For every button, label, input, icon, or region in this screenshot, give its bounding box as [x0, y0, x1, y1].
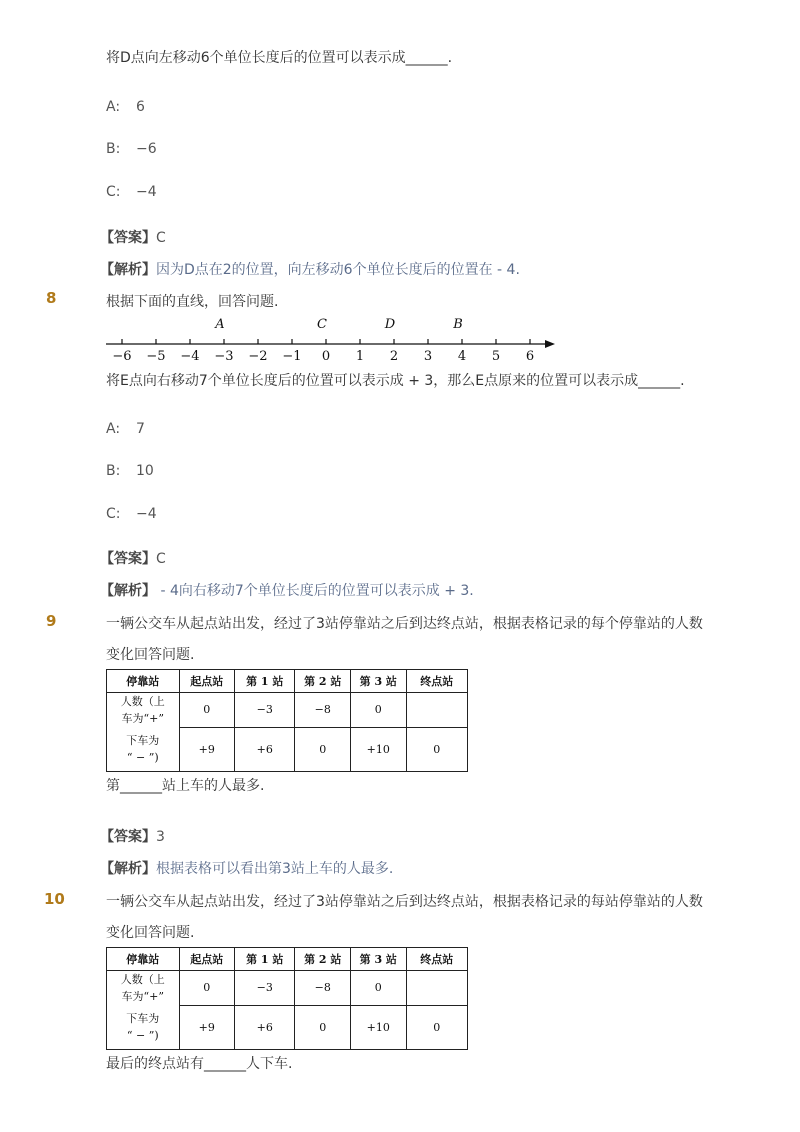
table-cell: +10: [350, 727, 406, 771]
analysis-tag: 【解析】: [100, 262, 156, 278]
tick-label: −6: [112, 349, 132, 364]
answer-tag: 【答案】: [100, 230, 156, 246]
q9-line2: 变化回答问题.: [106, 647, 195, 663]
tick-label: −5: [146, 349, 166, 364]
table-header: 第 2 站: [295, 670, 351, 693]
table-header: 起点站: [179, 670, 235, 693]
table-cell: 0: [406, 1005, 467, 1049]
tick-label: 2: [389, 349, 399, 364]
q9-analysis: [100, 858, 393, 878]
q10-line1: 一辆公交车从起点站出发，经过了3站停靠站之后到达终点站，根据表格记录的每站停靠站的人数: [106, 894, 703, 910]
table-cell: +10: [350, 1005, 406, 1049]
arrow-head-icon: [545, 340, 555, 348]
q9-stop-table: [106, 669, 468, 772]
option-value: 10: [136, 463, 154, 479]
q8-option-c[interactable]: [106, 506, 157, 522]
table-cell: 0: [350, 693, 406, 728]
q8-number: 8: [46, 289, 57, 307]
point-label: A: [215, 317, 225, 332]
row-label-line: 人数（上: [120, 973, 165, 986]
row-label-line: “ − ”): [126, 750, 159, 764]
tick-label: 5: [491, 349, 501, 364]
row-label-line: 车为“+”: [121, 990, 164, 1003]
table-cell: 0: [406, 727, 467, 771]
q8-intro: 根据下面的直线，回答问题.: [106, 294, 279, 310]
q7-question: 将D点向左移动6个单位长度后的位置可以表示成______.: [106, 50, 453, 66]
q8-option-b[interactable]: [106, 463, 154, 479]
option-letter: B:: [106, 463, 121, 479]
table-cell: [406, 971, 467, 1006]
analysis-tag: 【解析】: [100, 583, 156, 599]
q9-line1: 一辆公交车从起点站出发，经过了3站停靠站之后到达终点站，根据表格记录的每个停靠站的人数: [106, 616, 703, 632]
answer-tag: 【答案】: [100, 551, 156, 567]
table-header: 停靠站: [107, 948, 180, 971]
row-label: [107, 693, 180, 728]
q10-number: 10: [44, 890, 65, 908]
option-value: 7: [136, 421, 145, 437]
tick-label: −3: [214, 349, 234, 364]
row-label: [107, 727, 180, 771]
analysis-tag: 【解析】: [100, 861, 156, 877]
row-label-line: 车为“+”: [121, 712, 164, 725]
table-cell: [406, 693, 467, 728]
table-row: [107, 1005, 468, 1049]
table-header: 第 3 站: [350, 948, 406, 971]
row-label-line: “ − ”): [126, 1028, 159, 1042]
tick-label: 6: [525, 349, 535, 364]
table-header: 终点站: [406, 948, 467, 971]
q8-option-a[interactable]: [106, 421, 145, 437]
point-label: D: [384, 317, 396, 332]
tick-label: −1: [282, 349, 302, 364]
q7-answer: [100, 227, 166, 247]
table-row: [107, 727, 468, 771]
table-row: [107, 693, 468, 728]
table-cell: 0: [179, 693, 235, 728]
table-cell: −8: [295, 971, 351, 1006]
table-cell: −8: [295, 693, 351, 728]
analysis-text: 因为D点在2的位置，向左移动6个单位长度后的位置在 - 4.: [156, 262, 520, 278]
answer-value: C: [156, 230, 166, 246]
q7-analysis: [100, 259, 520, 279]
q10-question: 最后的终点站有______人下车.: [106, 1056, 293, 1072]
q8-question: 将E点向右移动7个单位长度后的位置可以表示成 + 3，那么E点原来的位置可以表示成______.: [106, 373, 685, 389]
table-header-row: [107, 948, 468, 971]
tick-label: −2: [248, 349, 268, 364]
option-value: −4: [136, 184, 157, 200]
table-header: 第 1 站: [235, 670, 295, 693]
option-letter: C:: [106, 184, 121, 200]
option-value: −4: [136, 506, 157, 522]
table-cell: 0: [350, 971, 406, 1006]
q8-analysis: [100, 580, 474, 600]
tick-label: 0: [321, 349, 331, 364]
row-label: [107, 971, 180, 1006]
table-cell: +9: [179, 727, 235, 771]
tick-label: −4: [180, 349, 200, 364]
option-value: 6: [136, 99, 145, 115]
tick-label: 4: [457, 349, 467, 364]
q9-number: 9: [46, 612, 57, 630]
option-letter: C:: [106, 506, 121, 522]
row-label-line: 下车为: [126, 1011, 160, 1025]
tick-label: 3: [423, 349, 433, 364]
option-value: −6: [136, 141, 157, 157]
option-letter: B:: [106, 141, 121, 157]
table-cell: 0: [295, 727, 351, 771]
table-cell: 0: [295, 1005, 351, 1049]
answer-tag: 【答案】: [100, 829, 156, 845]
table-cell: −3: [235, 693, 295, 728]
table-header: 起点站: [179, 948, 235, 971]
table-header: 第 1 站: [235, 948, 295, 971]
table-cell: +9: [179, 1005, 235, 1049]
answer-value: 3: [156, 829, 165, 845]
row-label: [107, 1005, 180, 1049]
number-line: [100, 310, 560, 366]
row-label-line: 人数（上: [120, 695, 165, 708]
tick-label: 1: [355, 349, 365, 364]
table-cell: 0: [179, 971, 235, 1006]
table-cell: −3: [235, 971, 295, 1006]
table-header: 停靠站: [107, 670, 180, 693]
answer-value: C: [156, 551, 166, 567]
point-label: B: [453, 317, 463, 332]
table-header: 第 3 站: [350, 670, 406, 693]
q7-option-a[interactable]: [106, 99, 145, 115]
table-header-row: [107, 670, 468, 693]
row-label-line: 下车为: [126, 733, 160, 747]
option-letter: A:: [106, 421, 121, 437]
q7-option-b[interactable]: [106, 141, 157, 157]
q10-stop-table: [106, 947, 468, 1050]
table-header: 第 2 站: [295, 948, 351, 971]
q7-option-c[interactable]: [106, 184, 157, 200]
q10-line2: 变化回答问题.: [106, 925, 195, 941]
table-cell: +6: [235, 727, 295, 771]
table-cell: +6: [235, 1005, 295, 1049]
q9-answer: [100, 826, 165, 846]
analysis-text: 根据表格可以看出第3站上车的人最多.: [156, 861, 394, 877]
point-label: C: [317, 317, 327, 332]
table-row: [107, 971, 468, 1006]
table-header: 终点站: [406, 670, 467, 693]
analysis-text: - 4向右移动7个单位长度后的位置可以表示成 + 3.: [156, 583, 474, 599]
option-letter: A:: [106, 99, 121, 115]
q8-answer: [100, 548, 166, 568]
q9-question: 第______站上车的人最多.: [106, 778, 265, 794]
